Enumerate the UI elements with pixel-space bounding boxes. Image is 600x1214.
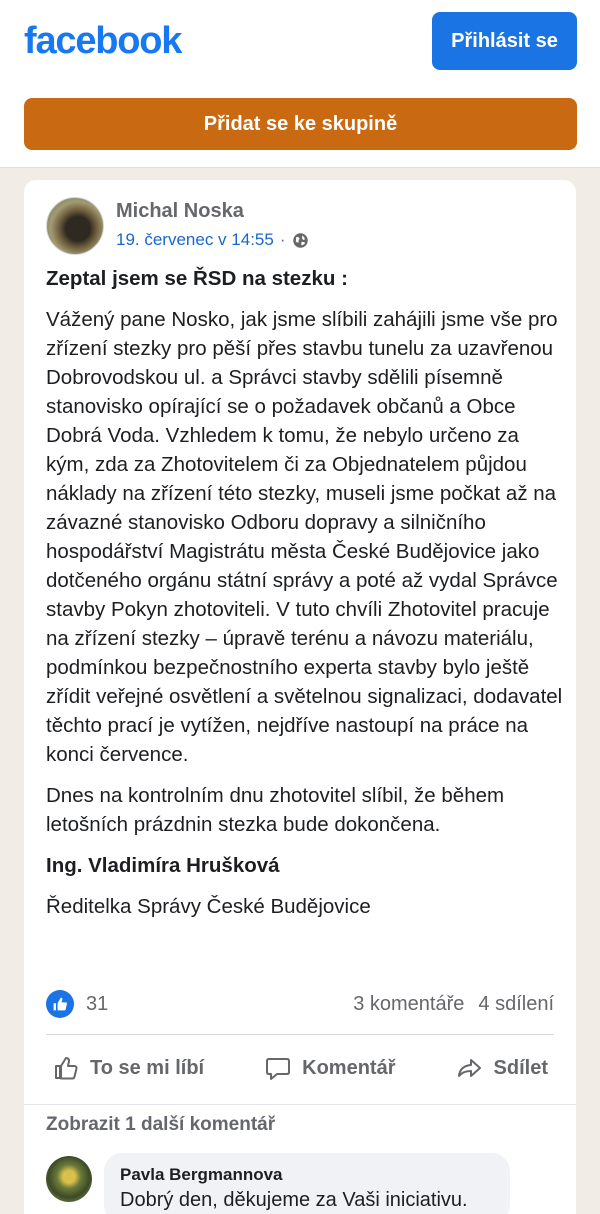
comment-label: Komentář — [302, 1056, 396, 1079]
speech-bubble-icon — [264, 1054, 292, 1082]
post-body — [46, 264, 566, 933]
share-label: Sdílet — [493, 1056, 548, 1079]
signature-name: Ing. Vladimíra Hrušková — [46, 854, 280, 877]
post-timestamp[interactable]: 19. červenec v 14:55 — [116, 230, 274, 249]
post-author[interactable]: Michal Noska — [116, 200, 244, 222]
show-more-comments-link[interactable]: Zobrazit 1 další komentář — [46, 1114, 276, 1135]
post-stats — [46, 988, 554, 1020]
commenter-avatar[interactable] — [46, 1156, 92, 1202]
post-meta — [116, 230, 309, 250]
share-count[interactable]: 4 sdílení — [478, 992, 554, 1015]
top-bar — [0, 0, 600, 168]
like-button[interactable] — [46, 1054, 210, 1082]
author-avatar[interactable] — [46, 197, 104, 255]
post-paragraph: Vážený pane Nosko, jak jsme slíbili zahájili jsme vše pro zřízení stezky pro pěší přes stavbu tunelu za uzavřenou Dobrovodskou ul. a Správci stavby sdělili písemně stanovisko opírající se o požadavek občanů a Obce Dobrá Voda. Vzhledem k tomu, že nebylo určeno za kým, zda za Zhotovitelem či za Objednatelem půjdou náklady na zřízení této stezky, museli jsme počkat až na závazné stanovisko Odboru dopravy a silničního hospodářství Magistrátu města České Budějovice jako dotčeného orgánu státní správy a poté až vydal Správce stavby Pokyn zhotoviteli. V tuto chvíli Zhotovitel pracuje na zřízení stezky – úpravě terénu a návozu materiálu, podmínkou bezpečnostního experta stavby bylo ještě zřídit veřejné osvětlení a světelnou signalizaci, dodavatel těchto prací je vytížen, nejdříve nastoupí na práce na konci července. — [46, 308, 563, 766]
divider — [46, 1034, 554, 1035]
share-button[interactable] — [450, 1054, 554, 1082]
like-reaction-icon — [46, 990, 74, 1018]
signature-title: Ředitelka Správy České Budějovice — [46, 895, 371, 918]
comment-bubble — [104, 1153, 510, 1214]
globe-icon — [292, 232, 309, 249]
commenter-name[interactable]: Pavla Bergmannova — [120, 1165, 283, 1184]
reaction-summary[interactable] — [46, 990, 108, 1018]
post-headline: Zeptal jsem se ŘSD na stezku : — [46, 267, 348, 290]
action-bar — [46, 1046, 554, 1090]
post-card — [24, 180, 576, 1214]
login-button[interactable]: Přihlásit se — [432, 12, 577, 70]
meta-separator: · — [279, 230, 286, 249]
post-paragraph: Dnes na kontrolním dnu zhotovitel slíbil, že během letošních prázdnin stezka bude dokončena. — [46, 784, 505, 836]
share-arrow-icon — [456, 1054, 484, 1082]
comment-text: Dobrý den, děkujeme za Vaši iniciativu. — [120, 1189, 468, 1211]
comment-button[interactable] — [258, 1054, 401, 1082]
divider — [24, 1104, 576, 1105]
facebook-logo[interactable]: facebook — [24, 20, 182, 62]
thumbs-up-icon — [52, 1054, 80, 1082]
comment-count[interactable]: 3 komentáře — [353, 992, 465, 1015]
join-group-button[interactable]: Přidat se ke skupině — [24, 98, 577, 150]
like-label: To se mi líbí — [90, 1056, 205, 1079]
like-count: 31 — [86, 992, 109, 1015]
